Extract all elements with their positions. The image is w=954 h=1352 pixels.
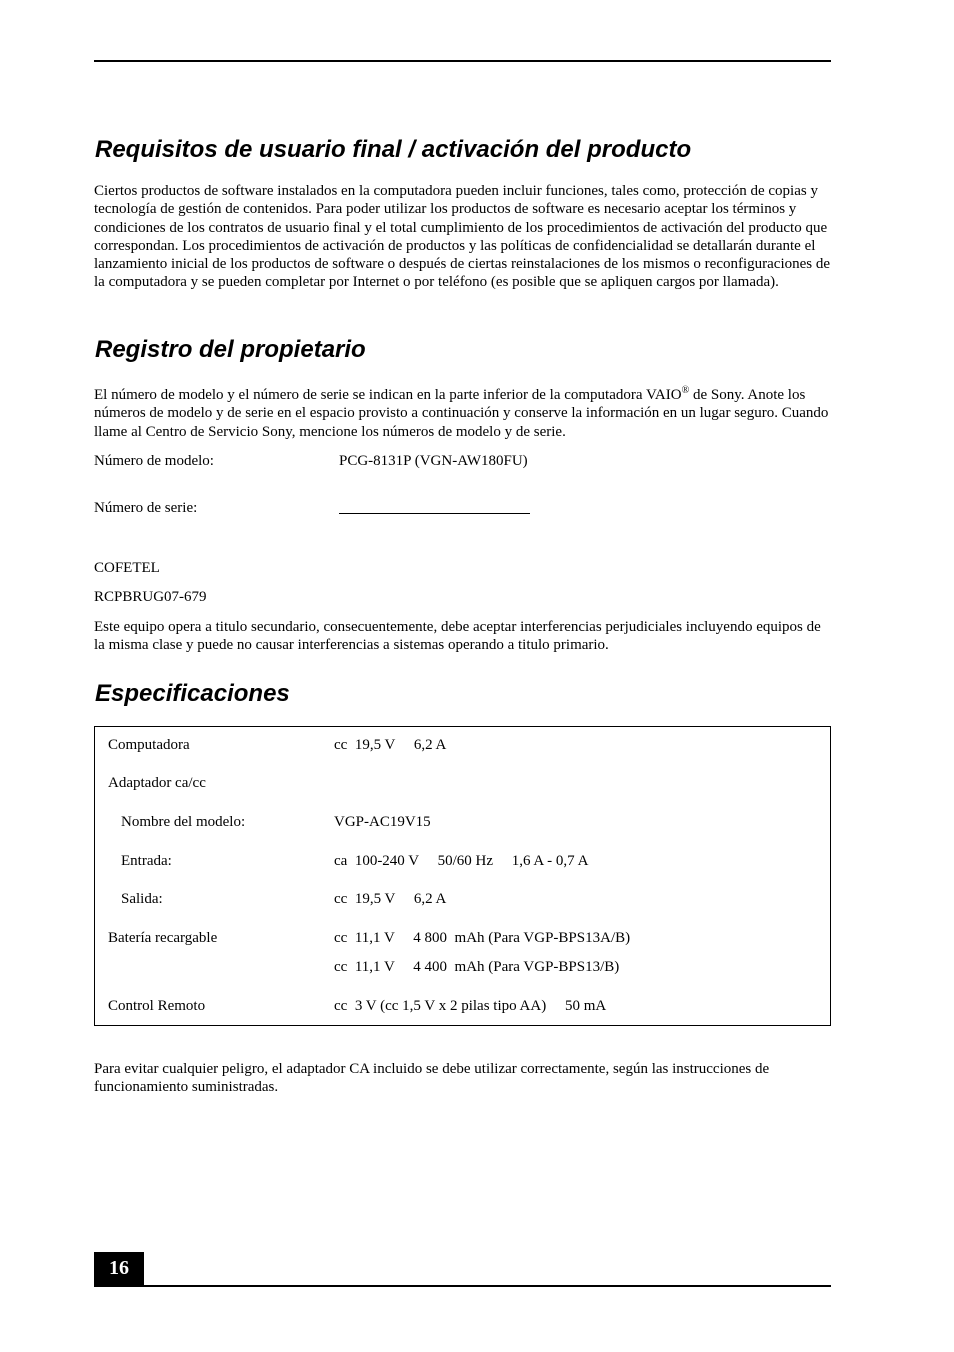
spec-label: Nombre del modelo:	[121, 814, 246, 830]
spec-label: Entrada:	[121, 853, 172, 869]
registro-text-part1: El número de modelo y el número de serie se indican en la parte inferior de la computadora VAIO	[94, 387, 682, 403]
spec-label: Batería recargable	[108, 930, 218, 946]
heading-registro: Registro del propietario	[95, 336, 366, 363]
page-number: 16	[94, 1252, 144, 1287]
spec-value: cc 11,1 V 4 800 mAh (Para VGP-BPS13A/B)	[334, 930, 631, 946]
rcpb-code: RCPBRUG07-679	[94, 589, 207, 605]
registro-paragraph	[94, 386, 832, 441]
modelo-label: Número de modelo:	[94, 453, 214, 469]
heading-especificaciones: Especificaciones	[95, 680, 290, 707]
spec-label: Computadora	[108, 737, 190, 753]
spec-value: VGP-AC19V15	[334, 814, 431, 830]
cofetel-paragraph: Este equipo opera a titulo secundario, consecuentemente, debe aceptar interferencias perjudiciales incluyendo equipos de la misma clase y puede no causar interferencias a sistemas operando a titulo primario.	[94, 619, 821, 654]
spec-label: Salida:	[121, 891, 163, 907]
spec-value: cc 11,1 V 4 400 mAh (Para VGP-BPS13/B)	[334, 959, 620, 975]
specs-table	[94, 726, 831, 1026]
heading-requisitos: Requisitos de usuario final / activación del producto	[95, 136, 692, 163]
spec-label: Adaptador ca/cc	[108, 775, 206, 791]
cofetel-label: COFETEL	[94, 560, 160, 576]
serie-label: Número de serie:	[94, 500, 198, 516]
registered-mark: ®	[681, 385, 690, 396]
top-rule	[94, 60, 831, 62]
spec-value: cc 19,5 V 6,2 A	[334, 737, 447, 753]
serie-blank-line	[339, 513, 530, 514]
requisitos-paragraph: Ciertos productos de software instalados en la computadora pueden incluir funciones, tales como, protección de copias y tecnología de gestión de contenidos. Para poder utilizar los productos de software es necesario aceptar los términos y condiciones de los contratos de usuario final y el total cumplimiento de los procedimientos de activación del producto que correspondan. Los procedimientos de activación de productos y las políticas de confidencialidad se detallarán durante el lanzamiento inicial de los productos de software o después de ciertas reinstalaciones de los mismos o reconfiguraciones de la computadora y se pueden completar por Internet o por teléfono (es posible que se apliquen cargos por llamada).	[94, 183, 831, 291]
footer-note: Para evitar cualquier peligro, el adaptador CA incluido se debe utilizar correctamente, según las instrucciones de funcionamiento suministradas.	[94, 1061, 770, 1096]
bottom-rule	[94, 1285, 831, 1287]
spec-label: Control Remoto	[108, 998, 206, 1014]
spec-value: cc 19,5 V 6,2 A	[334, 891, 447, 907]
spec-value: cc 3 V (cc 1,5 V x 2 pilas tipo AA) 50 mA	[334, 998, 607, 1014]
spec-value: ca 100-240 V 50/60 Hz 1,6 A - 0,7 A	[334, 853, 589, 869]
registro-text-part2: de Sony. Anote los números de modelo y de serie en el espacio provisto a continuación y conserve la información en un lugar seguro. Cuando llame al Centro de Servicio Sony, mencione los números de modelo y de serie.	[94, 387, 829, 440]
modelo-value: PCG-8131P (VGN-AW180FU)	[339, 453, 528, 469]
